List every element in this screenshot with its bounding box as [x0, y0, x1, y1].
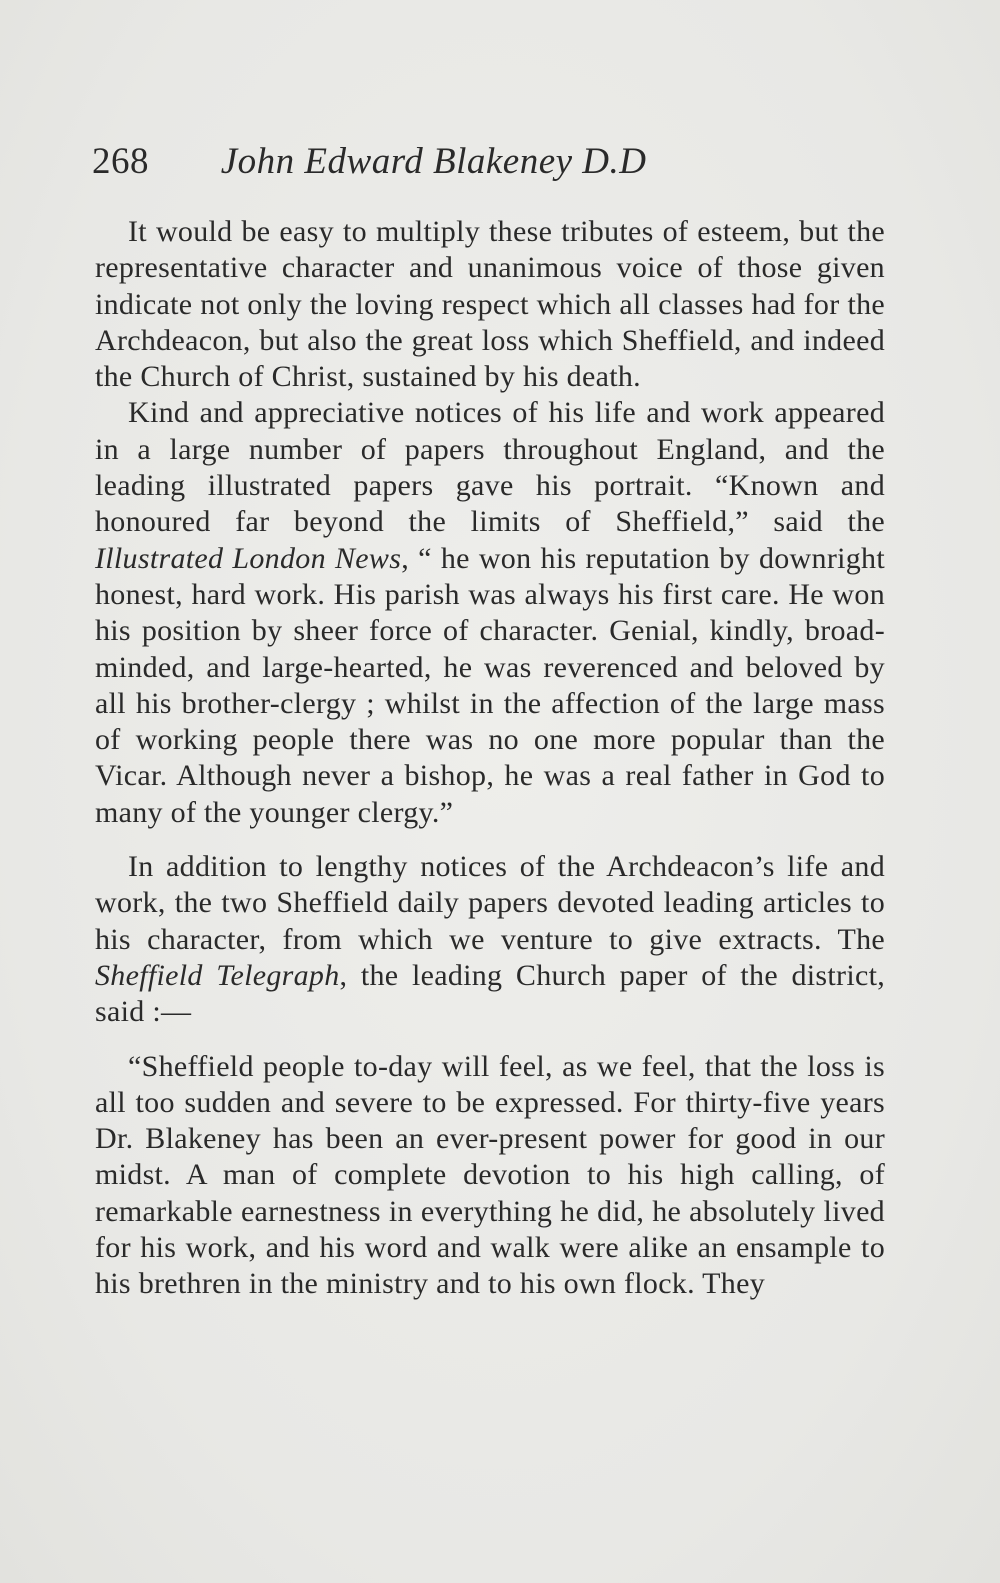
- paragraph-3-italic-title: Sheffield Telegraph: [95, 958, 340, 992]
- paragraph-1: [95, 214, 885, 395]
- page-body: [95, 214, 885, 1303]
- paragraph-2-text-b: , “ he won his reputation by downright honest, hard work. His parish was always his first care. He won his position by sheer force of character. Genial, kindly, broad-minded, and large-hearted, he was reverenced and beloved by all his brother-clergy ; whilst in the affection of the large mass of working people there was no one more popular than the Vicar. Although never a bishop, he was a real father in God to many of the younger clergy.”: [95, 541, 885, 829]
- paragraph-3-text-a: In addition to lengthy notices of the Archdeacon’s life and work, the two Sheffield daily papers devoted leading articles to his character, from which we venture to give extracts. The: [95, 850, 885, 956]
- running-title: John Edward Blakeney D.D: [220, 141, 647, 182]
- paragraph-2-text-a: Kind and appreciative notices of his life and work appeared in a large number of papers throughout England, and the leading illustrated papers gave his portrait. “Known and honoured far beyond the limits of Sheffield,” said the: [95, 396, 885, 539]
- paragraph-4-text: “Sheffield people to-day will feel, as we feel, that the loss is all too sudden and severe to be expressed. For thirty-five years Dr. Blakeney has been an ever-present power for good in our midst. A man of complete devotion to his high calling, of remarkable earnestness in everything he did, he absolutely lived for his work, and his word and walk were alike an ensample to his brethren in the ministry and to his own flock. They: [95, 1049, 885, 1301]
- paragraph-1-text: It would be easy to multiply these tributes of esteem, but the representative character and unanimous voice of those given indicate not only the loving respect which all classes had for the Archdeacon, but also the great loss which Sheffield, and indeed the Church of Christ, sustained by his death.: [95, 215, 885, 394]
- paragraph-3: [95, 849, 885, 1030]
- paragraph-2-italic-title: Illustrated London News: [95, 541, 402, 575]
- paragraph-2: [95, 395, 885, 831]
- paragraph-3-text-b: , the leading Church paper of the district, said :—: [95, 958, 885, 1029]
- page-header: [92, 140, 892, 190]
- page-number: 268: [92, 141, 149, 182]
- paragraph-4-quote: [95, 1049, 885, 1303]
